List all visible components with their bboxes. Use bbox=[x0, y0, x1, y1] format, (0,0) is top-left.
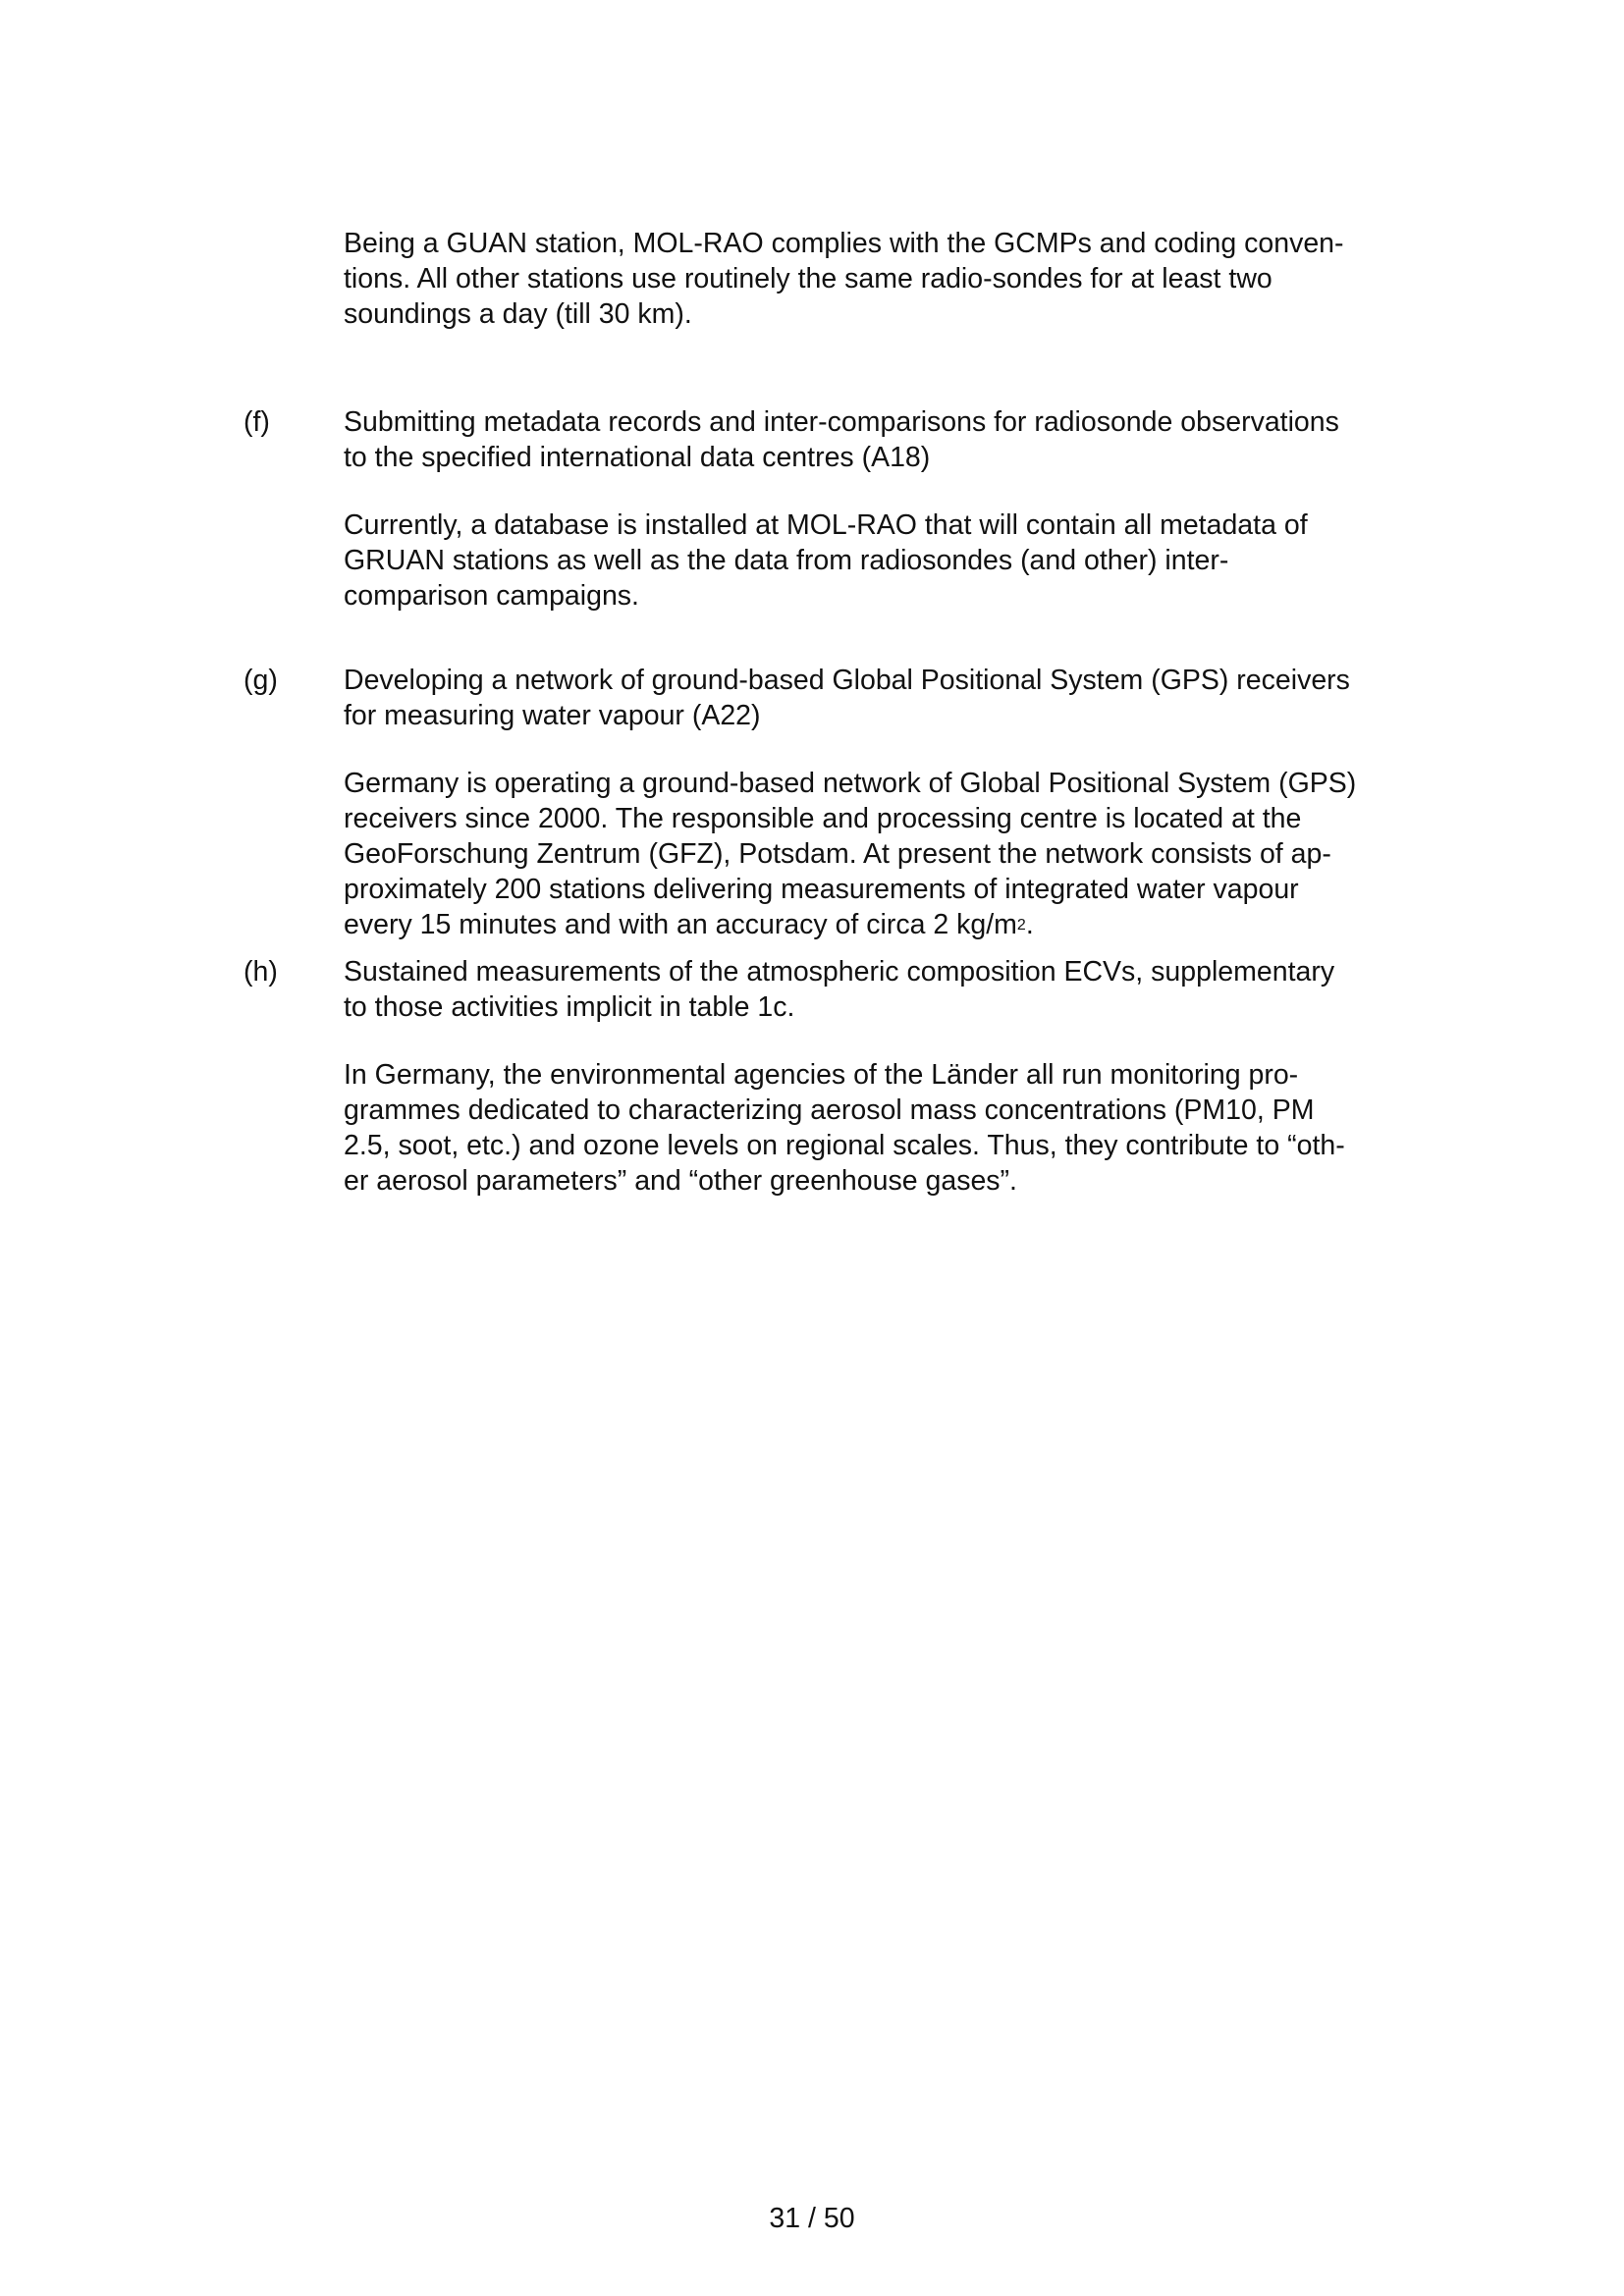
paragraph-line: er aerosol parameters” and “other greenhouse gases”. bbox=[344, 1165, 1017, 1197]
paragraph-line: GRUAN stations as well as the data from radiosondes (and other) inter- bbox=[344, 545, 1229, 576]
superscript: 2 bbox=[1016, 917, 1026, 934]
paragraph-line: proximately 200 stations delivering measurements of integrated water vapour bbox=[344, 874, 1299, 905]
item-body-h bbox=[344, 1057, 1448, 1199]
text-segment: every 15 minutes and with an accuracy of circa 2 kg/m bbox=[344, 909, 1017, 940]
paragraph-line: soundings a day (till 30 km). bbox=[344, 298, 692, 330]
paragraph-line: 2.5, soot, etc.) and ozone levels on regional scales. Thus, they contribute to “oth- bbox=[344, 1130, 1345, 1161]
heading-line: to the specified international data centres (A18) bbox=[344, 442, 931, 473]
item-label-f: (f) bbox=[244, 406, 270, 438]
heading-line: for measuring water vapour (A22) bbox=[344, 700, 761, 731]
text-segment: . bbox=[1025, 909, 1034, 940]
paragraph-line: Being a GUAN station, MOL-RAO complies with the GCMPs and coding conven- bbox=[344, 228, 1344, 259]
paragraph-line: In Germany, the environmental agencies of the Länder all run monitoring pro- bbox=[344, 1059, 1299, 1091]
heading-line: Submitting metadata records and inter-comparisons for radiosonde observations bbox=[344, 406, 1339, 438]
item-heading-f bbox=[344, 404, 1448, 475]
paragraph-line-with-superscript bbox=[344, 907, 1448, 942]
intro-paragraph bbox=[344, 226, 1448, 332]
heading-line: to those activities implicit in table 1c. bbox=[344, 991, 795, 1023]
item-heading-g bbox=[344, 663, 1448, 733]
item-heading-h bbox=[344, 954, 1448, 1025]
item-label-h: (h) bbox=[244, 956, 278, 988]
heading-line: Sustained measurements of the atmospheric composition ECVs, supplementary bbox=[344, 956, 1335, 988]
paragraph-line: GeoForschung Zentrum (GFZ), Potsdam. At present the network consists of ap- bbox=[344, 838, 1331, 870]
page-number: 31 / 50 bbox=[769, 2203, 855, 2234]
paragraph-line: receivers since 2000. The responsible and processing centre is located at the bbox=[344, 803, 1302, 834]
paragraph-line: tions. All other stations use routinely the same radio-sondes for at least two bbox=[344, 263, 1272, 294]
paragraph-line: Currently, a database is installed at MOL-RAO that will contain all metadata of bbox=[344, 509, 1308, 541]
paragraph-line: comparison campaigns. bbox=[344, 580, 639, 612]
item-body-g bbox=[344, 766, 1448, 942]
paragraph-line: grammes dedicated to characterizing aerosol mass concentrations (PM10, PM bbox=[344, 1095, 1315, 1126]
item-label-g: (g) bbox=[244, 665, 278, 696]
heading-line: Developing a network of ground-based Global Positional System (GPS) receivers bbox=[344, 665, 1350, 696]
item-body-f bbox=[344, 507, 1448, 614]
paragraph-line: Germany is operating a ground-based network of Global Positional System (GPS) bbox=[344, 768, 1357, 799]
